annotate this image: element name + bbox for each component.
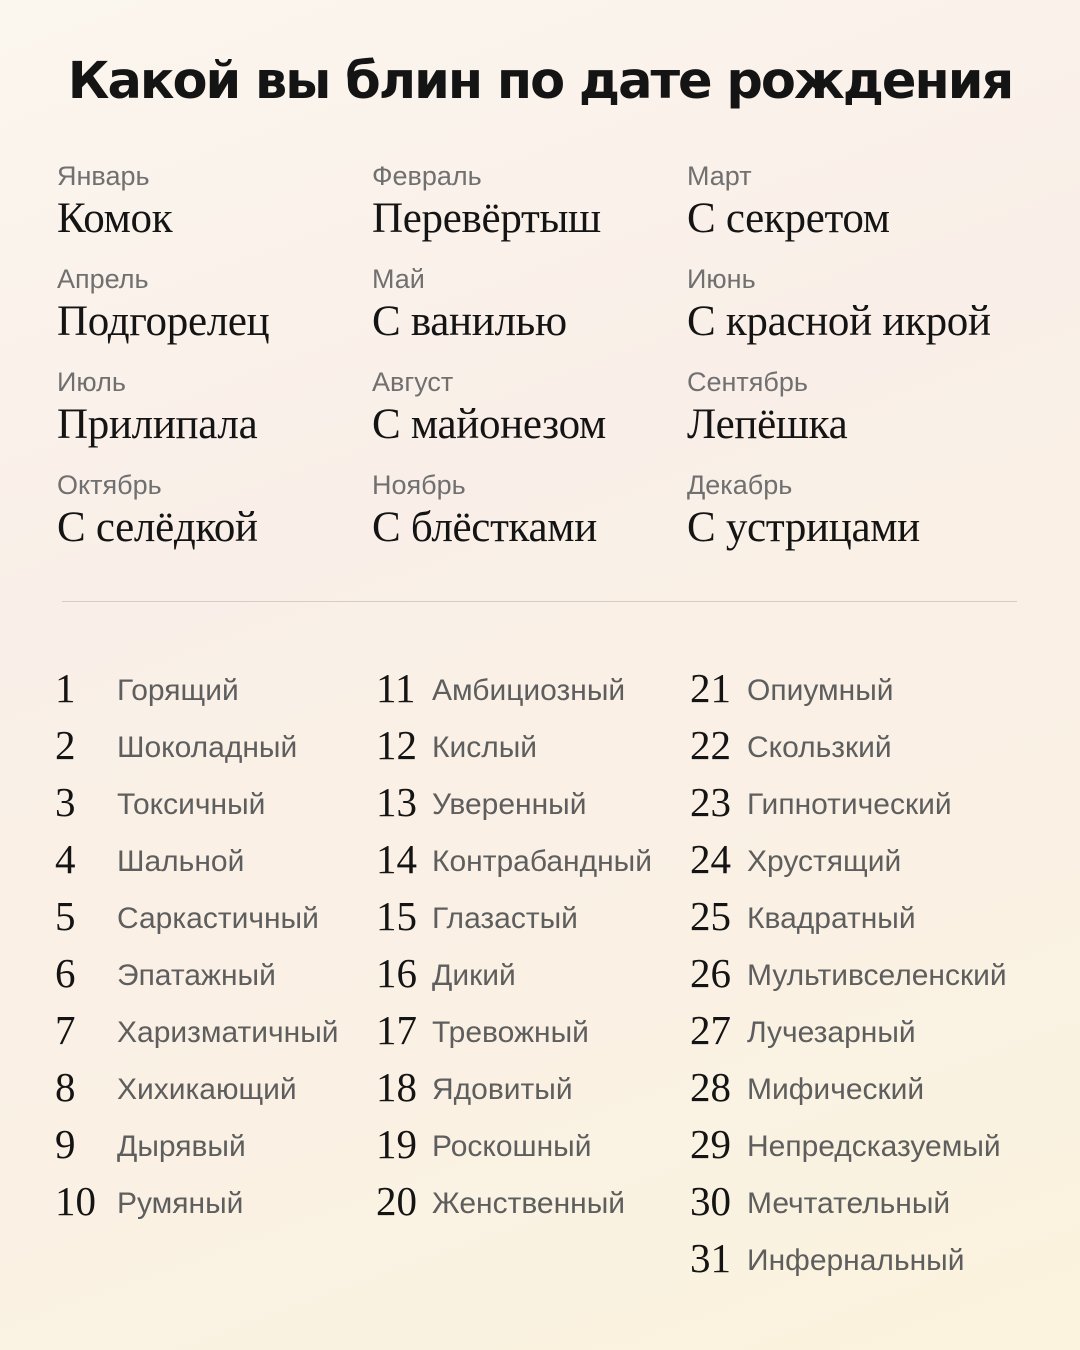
day-adjective: Румяный [117,1187,244,1220]
day-adjective: Дикий [432,959,516,992]
day-adjective: Мифический [747,1073,925,1106]
day-number: 4 [55,836,76,882]
day-number: 30 [690,1178,731,1224]
month-label: Октябрь [57,470,162,500]
day-adjective: Хрустящий [747,845,902,878]
month-label: Январь [57,161,150,191]
day-adjective: Ядовитый [432,1073,573,1106]
day-adjective: Лучезарный [747,1016,916,1049]
month-cell-february [372,158,687,261]
pancake-name: Лепёшка [687,401,848,448]
pancake-name: Комок [57,195,173,242]
day-number: 19 [376,1121,417,1167]
day-adjective: Горящий [117,674,239,707]
month-label: Апрель [57,264,149,294]
day-number: 1 [55,665,76,711]
day-number: 11 [376,665,416,711]
day-adjective: Скользкий [747,731,892,764]
month-label: Август [372,367,454,397]
month-cell-august [372,364,687,467]
month-cell-march [687,158,1057,261]
day-adjective: Инфернальный [747,1244,965,1277]
month-label: Февраль [372,161,482,191]
month-cell-november [372,467,687,570]
month-label: Май [372,264,425,294]
day-adjective: Саркастичный [117,902,319,935]
day-number: 31 [690,1235,731,1281]
day-number: 12 [376,722,417,768]
month-label: Декабрь [687,470,793,500]
month-cell-july [57,364,372,467]
day-number: 2 [55,722,76,768]
day-number: 9 [55,1121,76,1167]
day-adjective: Амбициозный [432,674,626,707]
day-adjective: Уверенный [432,788,587,821]
month-cell-september [687,364,1057,467]
day-number: 7 [55,1007,76,1053]
day-number: 3 [55,779,76,825]
pancake-name: С майонезом [372,401,606,448]
day-number: 8 [55,1064,76,1110]
day-adjective: Женственный [432,1187,626,1220]
month-cell-january [57,158,372,261]
day-adjective: Мечтательный [747,1187,951,1220]
day-number: 14 [376,836,417,882]
day-number: 13 [376,779,417,825]
day-adjective: Непредсказуемый [747,1130,1001,1163]
day-adjective: Квадратный [747,902,916,935]
day-number: 25 [690,893,731,939]
day-adjective: Кислый [432,731,538,764]
day-adjective: Шальной [117,845,245,878]
pancake-name: Подгорелец [57,298,270,345]
day-adjective: Тревожный [432,1016,589,1049]
day-adjective: Гипнотический [747,788,952,821]
day-adjective: Роскошный [432,1130,592,1163]
month-cell-october [57,467,372,570]
day-number: 10 [55,1178,96,1224]
month-cell-june [687,261,1057,364]
day-adjective: Эпатажный [117,959,276,992]
day-number: 20 [376,1178,417,1224]
day-adjective: Глазастый [432,902,578,935]
day-number: 28 [690,1064,731,1110]
page-title: Какой вы блин по дате рождения [67,52,1013,111]
day-number: 18 [376,1064,417,1110]
day-number: 23 [690,779,731,825]
day-number: 15 [376,893,417,939]
pancake-name: С ванилью [372,298,567,345]
day-number: 22 [690,722,731,768]
day-adjective: Токсичный [117,788,266,821]
day-number: 26 [690,950,731,996]
section-divider [62,601,1017,602]
day-adjective: Дырявый [117,1130,246,1163]
day-number: 5 [55,893,76,939]
day-number: 16 [376,950,417,996]
day-number: 6 [55,950,76,996]
month-cell-may [372,261,687,364]
pancake-name: С секретом [687,195,890,242]
day-adjective: Мультивселенский [747,959,1007,992]
month-label: Март [687,161,752,191]
pancake-name: С селёдкой [57,504,258,551]
month-label: Ноябрь [372,470,466,500]
day-adjective: Хихикающий [117,1073,297,1106]
month-cell-april [57,261,372,364]
month-label: Июнь [687,264,756,294]
day-number: 21 [690,665,731,711]
day-adjective: Харизматичный [117,1016,339,1049]
pancake-name: С блёстками [372,504,597,551]
month-cell-december [687,467,1057,570]
pancake-name: Перевёртыш [372,195,601,242]
day-adjective: Контрабандный [432,845,652,878]
pancake-name: С красной икрой [687,298,991,345]
day-number: 27 [690,1007,731,1053]
day-adjective: Опиумный [747,674,894,707]
month-label: Июль [57,367,126,397]
day-number: 24 [690,836,731,882]
day-number: 29 [690,1121,731,1167]
pancake-name: С устрицами [687,504,920,551]
month-grid [57,158,1057,570]
day-adjective: Шоколадный [117,731,298,764]
pancake-name: Прилипала [57,401,258,448]
month-label: Сентябрь [687,367,808,397]
day-number: 17 [376,1007,417,1053]
